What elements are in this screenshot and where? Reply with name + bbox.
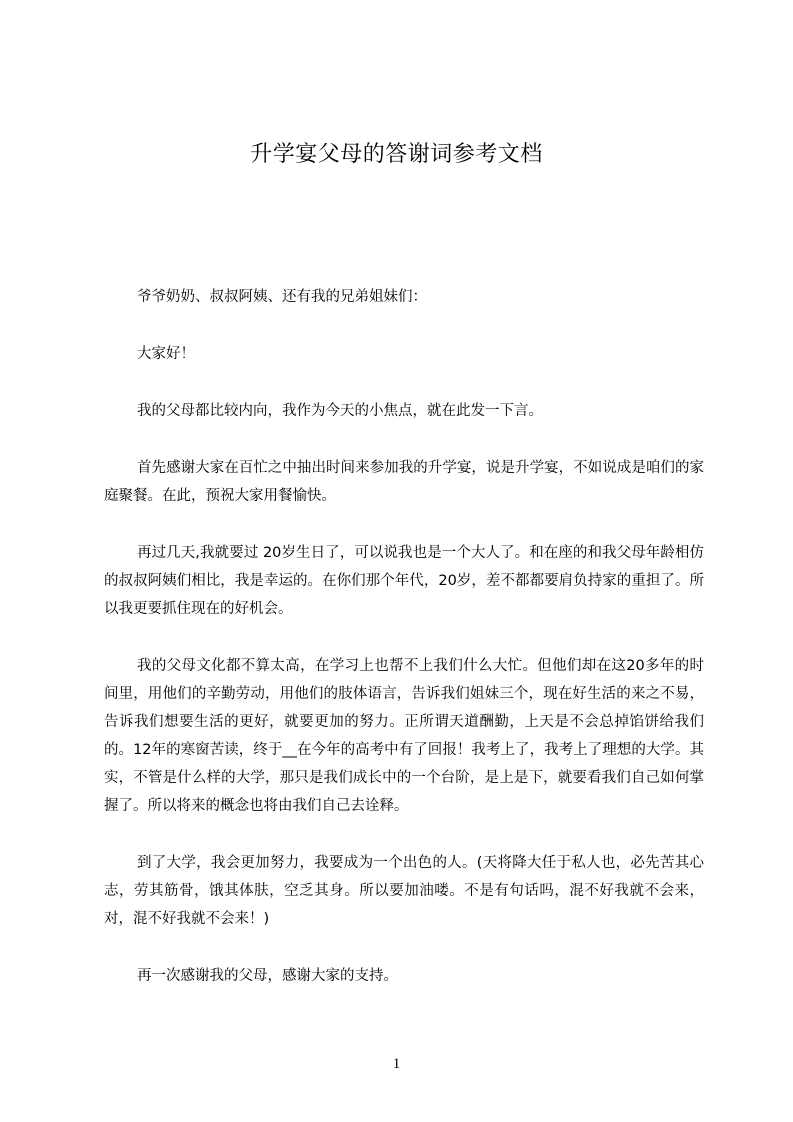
paragraph-parents: 我的父母文化都不算太高，在学习上也帮不上我们什么大忙。但他们却在这20多年的时间里，用他们的辛勤劳动，用他们的肢体语言，告诉我们姐妹三个，现在好生活的来之不易，告诉我们想要生活的更好，就要更加的努力。正所谓天道酬勤，上天是不会总掉馅饼给我们的。12年的寒窗苦读，终于__在今年的高考中有了回报！我考上了，我考上了理想的大学。其实，不管是什么样的大学，那只是我们成长中的一个台阶，是上是下，就要看我们自己如何掌握了。所以将来的概念也将由我们自己去诠释。 <box>104 658 704 814</box>
paragraph-university: 到了大学，我会更加努力，我要成为一个出色的人。(天将降大任于私人也，必先苦其心志，劳其筋骨，饿其体肤，空乏其身。所以要加油喽。不是有句话吗，混不好我就不会来，对，混不好我就不会来！) <box>104 855 704 927</box>
paragraph-birthday: 再过几天,我就要过 20岁生日了，可以说我也是一个大人了。和在座的和我父母年龄相仿的叔叔阿姨们相比，我是幸运的。在你们那个年代，20岁，差不都都要肩负持家的重担了。所以我更要抓住现在的好机会。 <box>104 545 704 617</box>
document-body <box>104 283 704 1019</box>
paragraph-intro: 我的父母都比较内向，我作为今天的小焦点，就在此发一下言。 <box>137 403 543 419</box>
document-title: 升学宴父母的答谢词参考文档 <box>250 142 543 167</box>
paragraph-greeting: 爷爷奶奶、叔叔阿姨、还有我的兄弟姐妹们： <box>137 289 427 305</box>
paragraph-hello: 大家好！ <box>137 346 195 362</box>
paragraph-thanks: 首先感谢大家在百忙之中抽出时间来参加我的升学宴，说是升学宴，不如说成是咱们的家庭聚餐。在此，预祝大家用餐愉快。 <box>104 460 704 504</box>
paragraph-closing: 再一次感谢我的父母，感谢大家的支持。 <box>137 968 398 984</box>
page-number: 1 <box>392 1056 401 1072</box>
